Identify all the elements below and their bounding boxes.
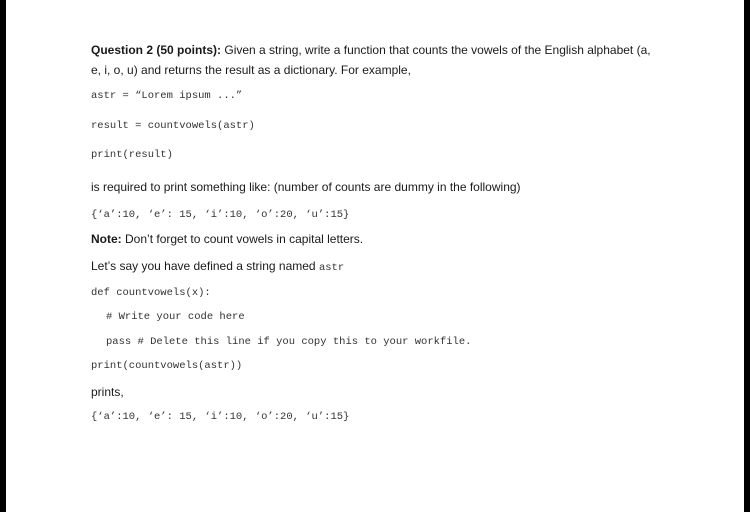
print-countvowels-line: print(countvowels(astr)): [91, 360, 243, 372]
question-heading: Question 2 (50 points):: [91, 43, 222, 57]
example-code-astr: astr = “Lorem ipsum ...”: [91, 90, 243, 102]
function-comment-line: # Write your code here: [106, 311, 245, 323]
question-text-line-1: Given a string, write a function that counts the vowels of the English alphabet (a,: [224, 43, 651, 57]
dict-output-example-2: {‘a’:10, ‘e’: 15, ‘i’:10, ‘o’:20, ‘u’:15}: [91, 411, 350, 423]
function-pass-line: pass # Delete this line if you copy this to your workfile.: [106, 336, 472, 348]
required-text: is required to print something like: (number of counts are dummy in the following): [91, 180, 521, 194]
question-line-1: [91, 43, 651, 58]
example-code-result: result = countvowels(astr): [91, 120, 255, 132]
lets-say-text: Let’s say you have defined a string named: [91, 259, 316, 273]
lets-say-line: [91, 259, 344, 276]
note-line: [91, 232, 363, 247]
note-text: Don’t forget to count vowels in capital letters.: [125, 232, 364, 246]
dict-output-example-1: {‘a’:10, ‘e’: 15, ‘i’:10, ‘o’:20, ‘u’:15}: [91, 209, 350, 221]
question-text-line-2: e, i, o, u) and returns the result as a dictionary. For example,: [91, 63, 411, 77]
prints-label: prints,: [91, 385, 124, 399]
lets-say-code-astr: astr: [318, 262, 345, 274]
note-label: Note:: [91, 232, 122, 246]
function-def-line: def countvowels(x):: [91, 287, 211, 299]
example-code-print: print(result): [91, 149, 173, 161]
